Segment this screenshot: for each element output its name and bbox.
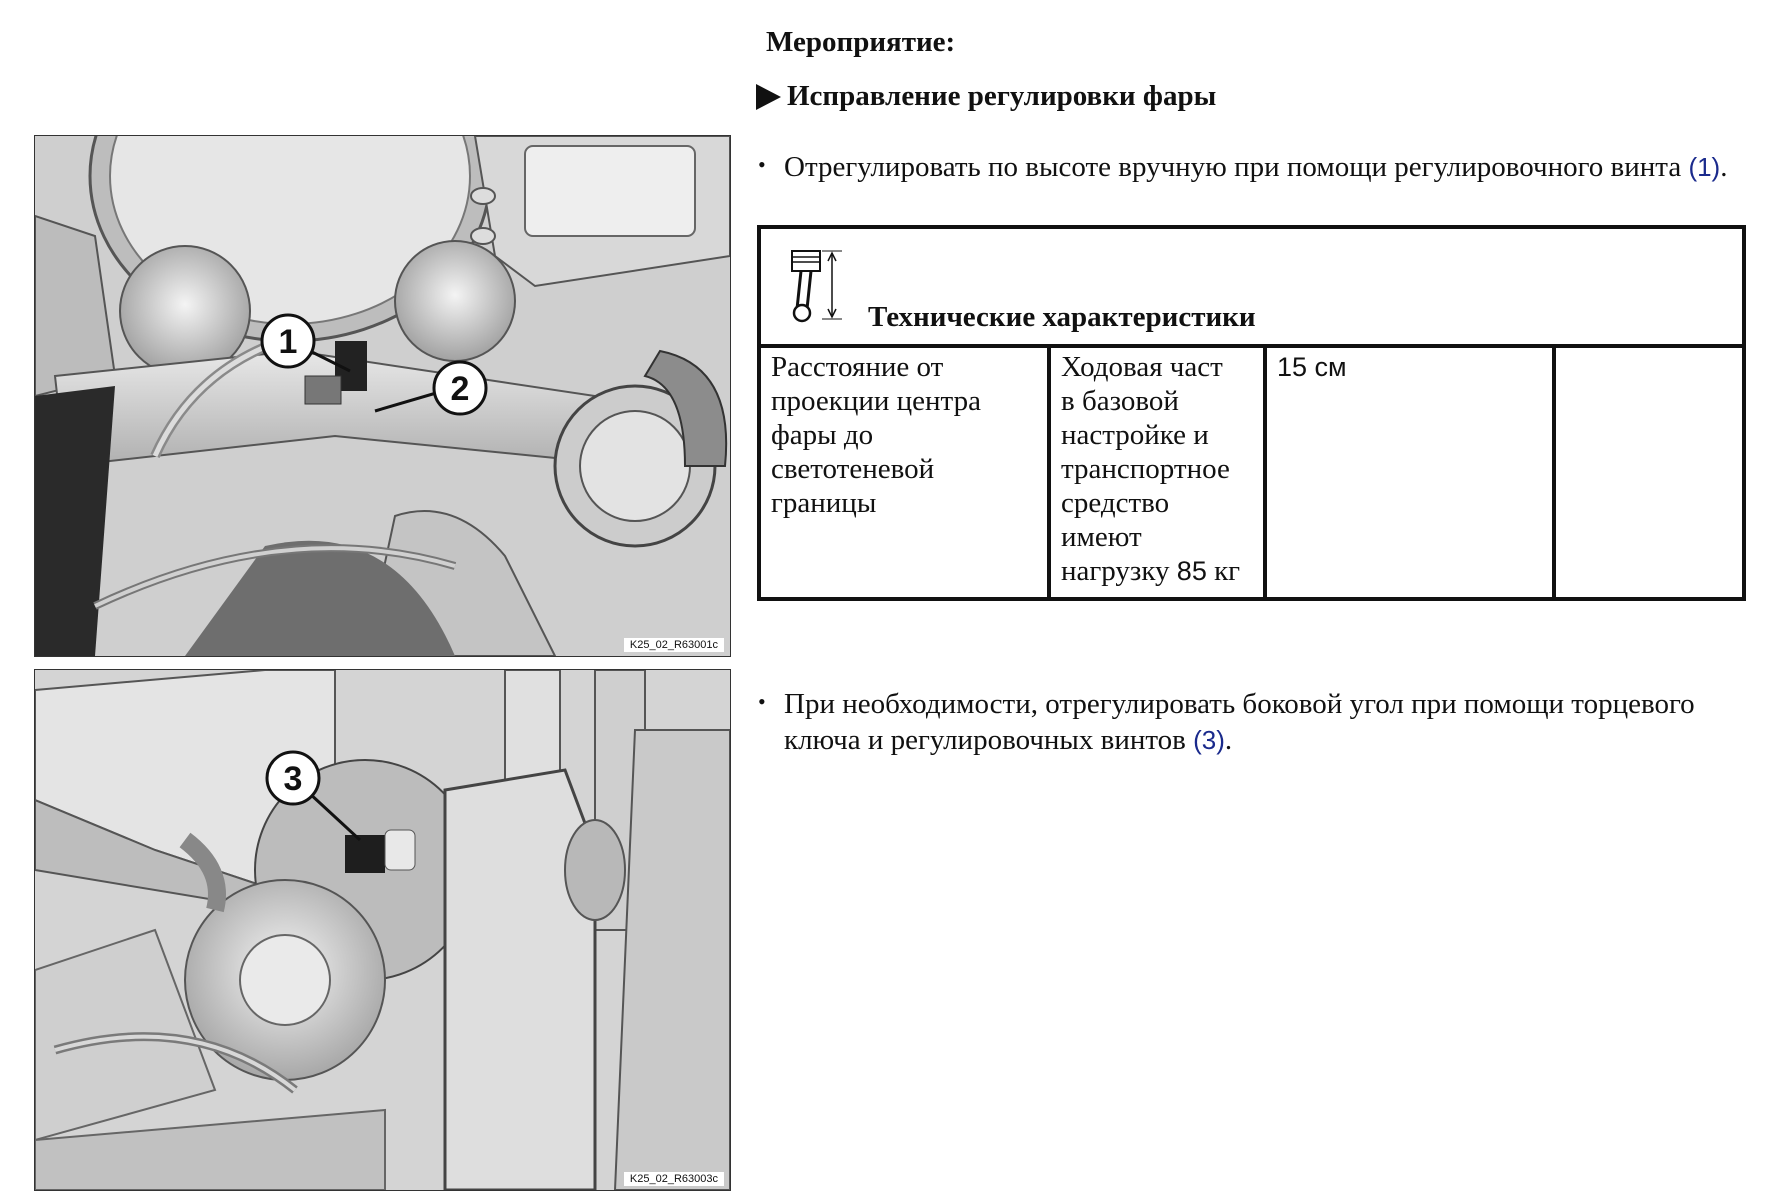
callout-2 — [434, 362, 486, 414]
spec-piston-icon — [788, 247, 848, 327]
bullet-dot-icon: • — [758, 152, 766, 177]
svg-text:2: 2 — [450, 370, 470, 408]
figure-headlight-height-adjust — [34, 135, 731, 657]
action-title — [756, 80, 1216, 113]
spec-table-header — [761, 229, 1742, 348]
play-triangle-icon — [756, 84, 781, 110]
svg-text:3: 3 — [283, 760, 303, 798]
callout-3 — [267, 752, 319, 804]
instruction-bullet — [758, 149, 1748, 185]
figure-2-drawing — [35, 670, 730, 1190]
action-title-text: Исправление регулировки фары — [787, 80, 1217, 112]
svg-text:1: 1 — [278, 323, 298, 361]
spec-value-cell: 15 см — [1267, 344, 1556, 597]
callout-1 — [262, 315, 314, 367]
figure-code: K25_02_R63001c — [624, 638, 724, 652]
spec-table — [757, 225, 1746, 601]
spec-table-row — [761, 344, 1742, 597]
instruction-text: При необходимости, отрегулировать боковой угол при помощи торцевого ключа и регулировочных винтов (3). — [784, 688, 1695, 756]
spec-note-cell — [1556, 344, 1742, 597]
spec-table-title: Технические характеристики — [868, 301, 1256, 333]
section-label: Мероприятие: — [766, 26, 956, 58]
spec-parameter-cell: Расстояние от проекции центра фары до светотеневой границы — [761, 344, 1051, 597]
figure-1-drawing — [35, 136, 730, 656]
callout-reference: (3) — [1193, 725, 1225, 755]
callout-reference: (1) — [1688, 152, 1721, 182]
instruction-text: Отрегулировать по высоте вручную при помощи регулировочного винта (1). — [784, 151, 1728, 183]
figure-headlight-side-adjust — [34, 669, 731, 1191]
figure-code: K25_02_R63003c — [624, 1172, 724, 1186]
bullet-dot-icon: • — [758, 689, 766, 714]
instruction-bullet — [758, 686, 1748, 758]
spec-condition-cell: Ходовая част в базовой настройке и транспортное средство имеют нагрузку 85 кг — [1051, 344, 1267, 597]
